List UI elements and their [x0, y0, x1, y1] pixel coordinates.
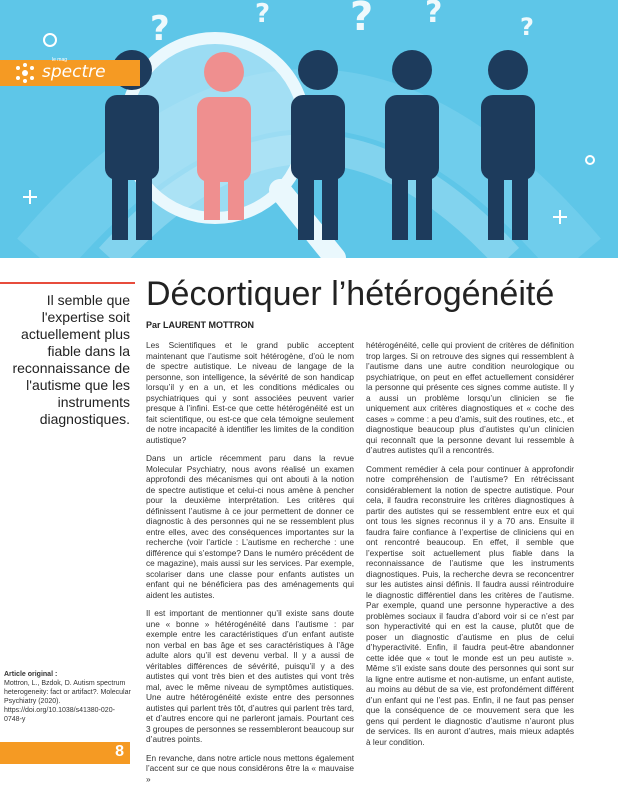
- paragraph: hétérogénéité, celle qui provient de critères de définition trop larges. Si on retrouve des signes qui ressemblent à l’autisme dans une autre condition neurologique ou psychiatrique, on peut en effet actuellement considérer la personne qui présente ces signes comme autiste. Il y a aussi un problème lorsqu’un clinicien se fie uniquement aux critères diagnostiques et « coche des cases » comme : a peu d’amis, suit des routines, etc., et diagnostique beaucoup plus d’autistes qu’un clinicien qui reconnaît que la personne devant lui ressemble à d’autres autistes qu’il a rencontrés.: [366, 340, 574, 455]
- brand-subtitle: le mag: [52, 57, 68, 63]
- svg-text:?: ?: [350, 0, 374, 40]
- paragraph: Il est important de mentionner qu’il existe sans doute une « bonne » hétérogénéité dans l’autisme : par exemple entre les caractéristiques d’un enfant autiste non verbal en bas âge et ses caractéristiques à l’âge adulte alors qu’il est devenu verbal. Il y a aussi de véritables différences de sévérité, puisqu’il y a des autistes qui vont très bien et des autistes qui vont très mal, avec le même niveau de symptômes autistiques. Une autre hétérogénéité existe entre des personnes autistes qui parlent très tôt, d’autres qui parlent très tard, et d’autres encore qui ne parleront jamais. Pourtant ces 3 groupes de personnes se ressembleront beaucoup sur d’autres points.: [146, 608, 355, 744]
- brand-name: spectre: [42, 62, 106, 82]
- article-title: Décortiquer l’hétérogénéité: [146, 275, 555, 313]
- paragraph: En revanche, dans notre article nous mettons également l’accent sur ce que nous considérons être la « mauvaise »: [146, 752, 355, 784]
- paragraph: Dans un article récemment paru dans la revue Molecular Psychiatry, nous avons réalisé un examen approfondi des mécanismes qui ont abouti à la notion de spectre autistique et celui-ci nous amène à pencher pour la deuxième interprétation. Les critères qui définissent l’autisme à ce jour permettent de donner ce diagnostic à des personnes qui ne se ressemblent plus entre elles, avec des conséquences importantes sur la recherche (voir l’article : L’autisme en recherche : une différence qui s’estompe? Dans le numéro précédent de ce magazine), mais aussi sur les services. Par exemple, scolariser dans une classe pour enfants autistes un enfant qui ne bénéficiera pas des aménagements qui aident les autistes.: [146, 453, 354, 600]
- sidebar-rule: [0, 282, 135, 284]
- svg-text:?: ?: [255, 0, 271, 29]
- svg-text:?: ?: [425, 0, 443, 30]
- people-magnifier-illustration: [0, 0, 618, 258]
- page-number-bar: [0, 742, 130, 764]
- paragraph: Les Scientifiques et le grand public acceptent maintenant que l’autisme soit hétérogène, d’où le nom de spectre autistique. Le niveau de langage de la personne, son intelligence, la sévérité de son handicap lorsqu’il y en a un, et les conditions médicales ou psychiatriques qui y sont associées peuvent varier presque à l’infini. Est-ce que cette hétérogénéité est un fait scientifique, ou est-ce que cela témoigne seulement de notre incapacité à identifier les limites de la condition autistique?: [146, 340, 354, 445]
- brand-tab: [0, 57, 140, 86]
- reference-text: Mottron, L., Bzdok, D. Autism spectrum heterogeneity: fact or artifact?. Molecular Psychiatry (2020). https://doi.org/10.1038/s41380-020-0748-y: [4, 680, 131, 723]
- reference-block: [4, 670, 132, 724]
- brand-logo-icon: [14, 62, 36, 84]
- svg-text:?: ?: [150, 9, 170, 49]
- paragraph: Comment remédier à cela pour continuer à approfondir notre compréhension de l’autisme? En rétrécissant considérablement la notion de spectre autistique. Pour cela, il faudra reconstruire les critères diagnostiques à partir des autistes qui se ressemblent entre eux et qui ont tous les signes reconnus il y a 70 ans. Ensuite il faudra faire confiance à l’expertise de cliniciens qui en ont rencontré beaucoup. En effet, il semble que l’expertise soit actuellement plus fiable dans la reconnaissance de l’autisme que les instruments diagnostiques. Puis, la recherche devra se reconcentrer sur les autistes ainsi définis. Il faudra aussi réintroduire le diagnostic différentiel dans les critères de l’autisme. Par exemple, quand une personne hyperactive a des problèmes sociaux il faudra d’abord voir si ce n’est par son hyperactivité qui en est la cause, plutôt que de poser un diagnostic d’autisme en plus de celui d’hyperactivité. Enfin, il faudra peut-être abandonner cette idée que « tout le monde est un peu autiste ». Même s’il existe sans doute des personnes qui sont sur la ligne entre autisme et non-autisme, un enfant autiste, au moins au début de sa vie, est profondément différent d’un enfant qui ne l’est pas. Enfin, il ne faut pas penser que la conséquence de ce mouvement sera que les gens qui perdent le diagnostic d’autisme n’auront plus de services. Ils en auront d’autres, mais mieux adaptés à leur condition.: [366, 463, 574, 747]
- page-number: 8: [115, 743, 124, 760]
- svg-text:?: ?: [520, 13, 534, 41]
- hero-illustration: [0, 0, 618, 258]
- pull-quote: Il semble que l'expertise soit actuellement plus fiable dans la reconnaissance de l'autisme que les instruments diagnostiques.: [12, 292, 130, 427]
- byline: Par LAURENT MOTTRON: [146, 320, 254, 330]
- reference-title: Article original :: [4, 671, 58, 678]
- article-column-1: [146, 340, 354, 792]
- article-column-2: [366, 340, 574, 755]
